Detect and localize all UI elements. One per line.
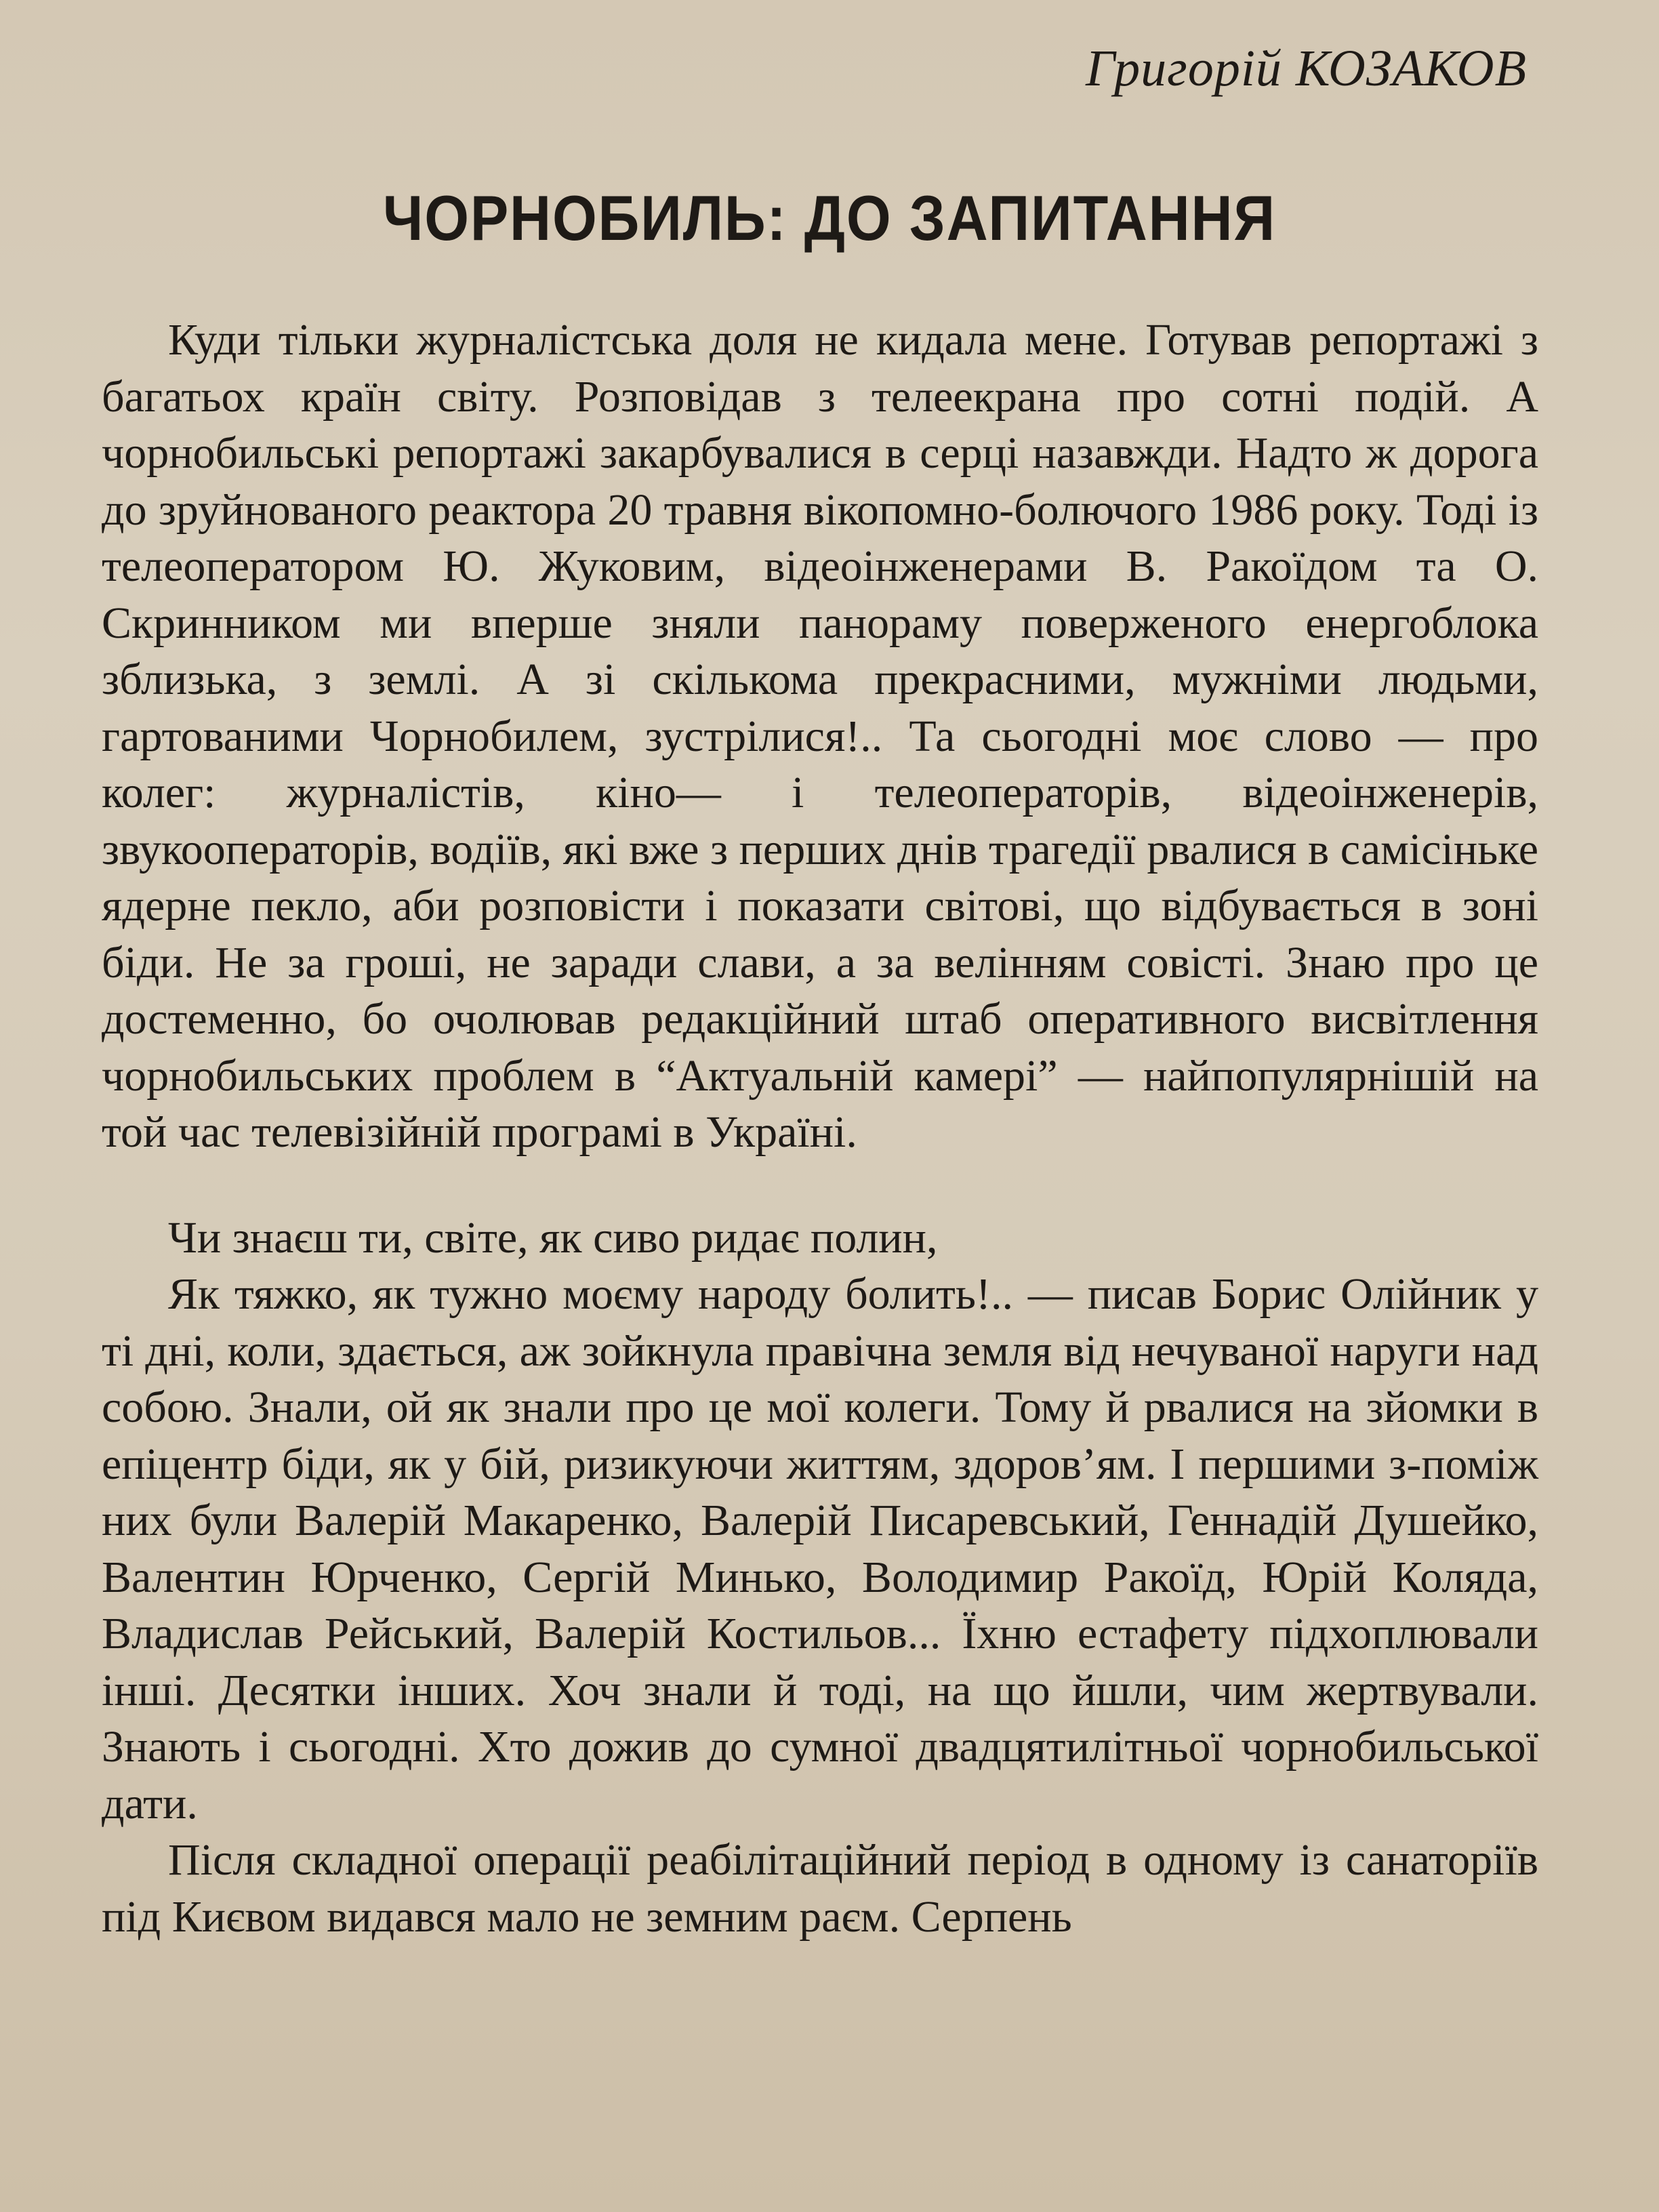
article-body	[102, 312, 1538, 1945]
paragraph-1: Куди тільки журналістська доля не кидала мене. Готував репортажі з багатьох країн світу. Розповідав з телеекрана про сотні подій. А чорнобильські репортажі закарбувалися в серці назавжди. Надто ж дорога до зруйнованого реактора 20 травня вікопомно-болючого 1986 року. Тоді із телеоператором Ю. Жуковим, відеоінженерами В. Ракоїдом та О. Скринником ми вперше зняли панораму поверженого енергоблока зблизька, з землі. А зі скількома прекрасними, мужніми людьми, гартованими Чорнобилем, зустрілися!.. Та сьогодні моє слово — про колег: журналістів, кіно— і телеоператорів, відеоінженерів, звукооператорів, водіїв, які вже з перших днів трагедії рвалися в самісіньке ядерне пекло, аби розповісти і показати світові, що відбувається в зоні біди. Не за гроші, не заради слави, а за велінням совісті. Знаю про це достеменно, бо очолював редакційний штаб оперативного висвітлення чорнобильських проблем в “Актуальній камері” — найпопулярнішій на той час телевізійній програмі в Україні.	[102, 315, 1538, 1157]
author-name: Григорій КОЗАКОВ	[1086, 40, 1527, 97]
poem-line: Чи знаєш ти, світе, як сиво ридає полин,	[168, 1212, 938, 1263]
article-title: ЧОРНОБИЛЬ: ДО ЗАПИТАННЯ	[382, 182, 1277, 253]
stanza-gap	[102, 1161, 1538, 1210]
paragraph-3: Після складної операції реабілітаційний період в одному із санаторіїв під Києвом видався мало не земним раєм. Серпень	[102, 1835, 1538, 1942]
paragraph-2: Як тяжко, як тужно моєму народу болить!.. — писав Борис Олійник у ті дні, коли, здається, аж зойкнула правічна земля від нечуваної наруги над собою. Знали, ой як знали про це мої колеги. Тому й рвалися на зйомки в епіцентр біди, як у бій, ризикуючи життям, здоров’ям. І першими з-поміж них були Валерій Макаренко, Валерій Писаревський, Геннадій Душейко, Валентин Юрченко, Сергій Минько, Володимир Ракоїд, Юрій Коляда, Владислав Рейський, Валерій Костильов... Їхню естафету підхоплювали інші. Десятки інших. Хоч знали й тоді, на що йшли, чим жертвували. Знають і сьогодні. Хто дожив до сумної двадцятилітньої чорнобильської дати.	[102, 1269, 1538, 1828]
